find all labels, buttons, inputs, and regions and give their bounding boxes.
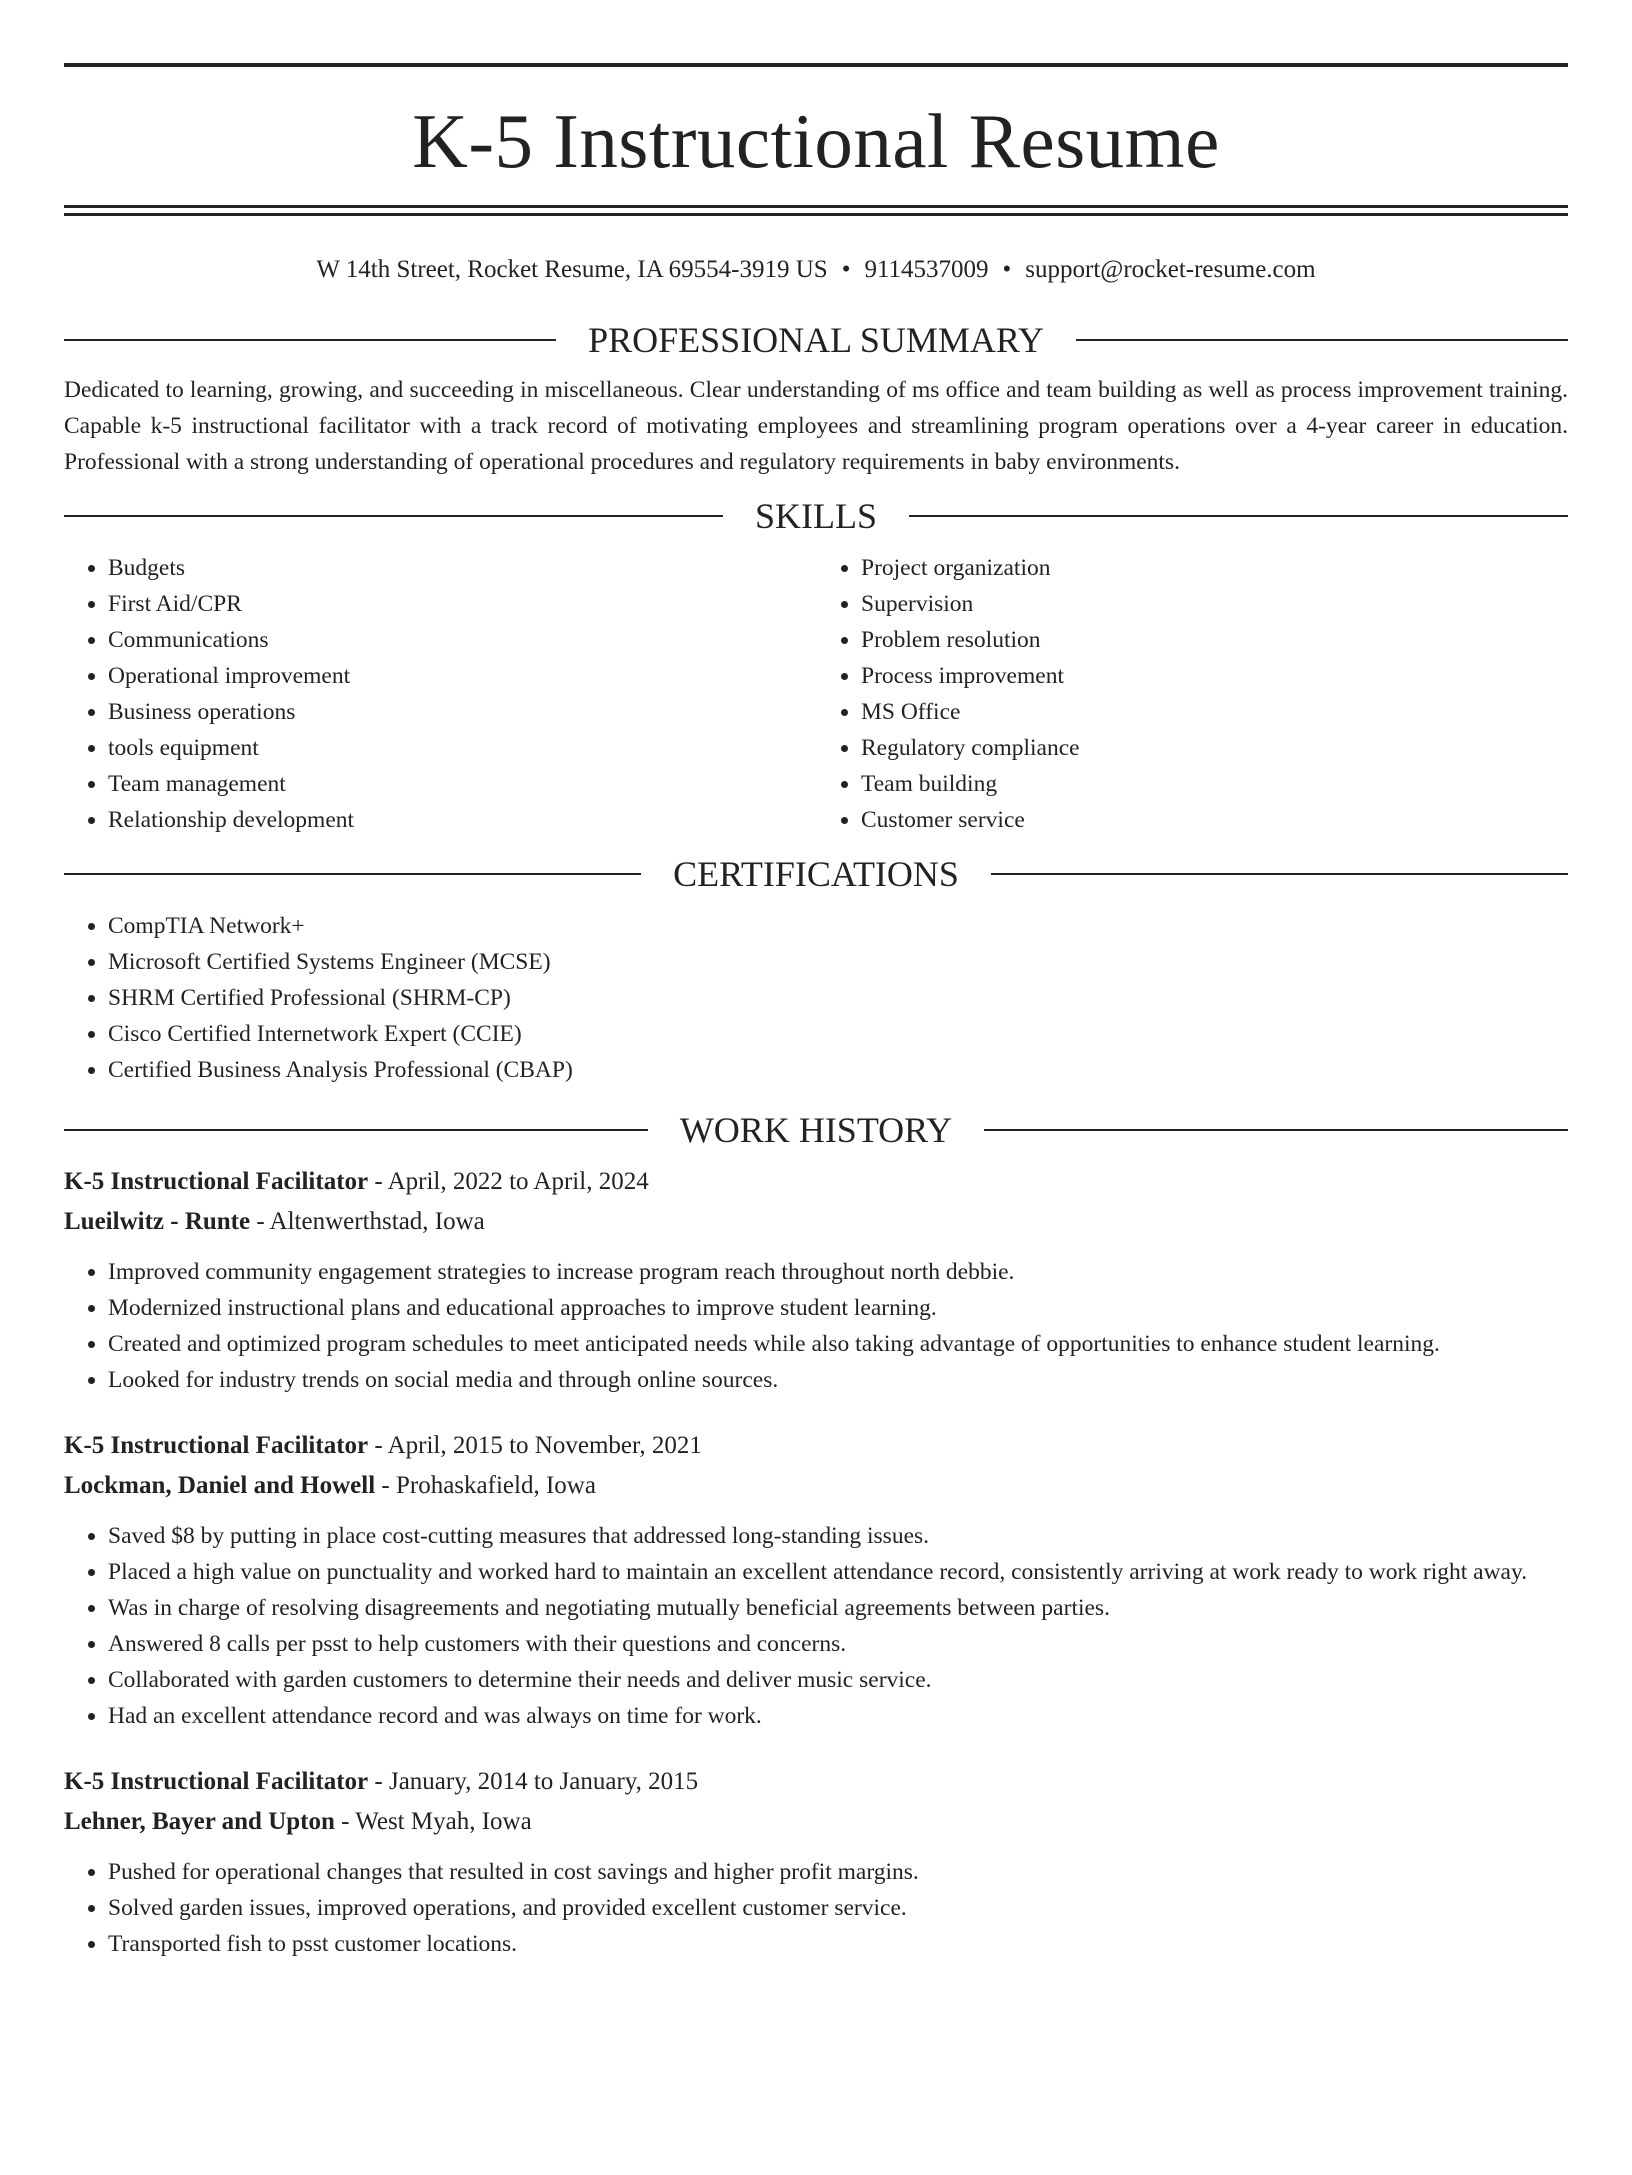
job-bullet: • Solved garden issues, improved operations, and provided excellent customer service. xyxy=(108,1890,1568,1926)
heading-rule xyxy=(64,1129,648,1131)
certification-item: • Microsoft Certified Systems Engineer (MCSE) xyxy=(108,944,1568,980)
job-dates: - April, 2022 to April, 2024 xyxy=(368,1168,649,1195)
job-title: K-5 Instructional Facilitator xyxy=(64,1168,369,1195)
job-dates: - January, 2014 to January, 2015 xyxy=(368,1768,699,1795)
heading-rule xyxy=(909,515,1568,517)
job-entry xyxy=(64,1762,1568,1962)
section-title: WORK HISTORY xyxy=(679,1110,953,1150)
skill-item: • Project organization xyxy=(861,550,1568,586)
job-location: - West Myah, Iowa xyxy=(334,1808,532,1835)
job-title: K-5 Instructional Facilitator xyxy=(64,1768,369,1795)
skill-item: • Regulatory compliance xyxy=(861,730,1568,766)
job-company-line xyxy=(64,1202,1568,1242)
job-entry xyxy=(64,1426,1568,1734)
contact-address: W 14th Street, Rocket Resume, IA 69554-3919 US xyxy=(316,256,828,283)
job-bullet: • Created and optimized program schedules to meet anticipated needs while also taking advantage of opportunities to enhance student learning. xyxy=(108,1326,1568,1362)
certification-item: • SHRM Certified Professional (SHRM-CP) xyxy=(108,980,1568,1016)
skills-list-left xyxy=(64,550,815,838)
job-entry xyxy=(64,1162,1568,1398)
skill-item: • Supervision xyxy=(861,586,1568,622)
contact-separator: • xyxy=(1002,256,1012,283)
contact-phone: 9114537009 xyxy=(864,256,989,283)
skill-item: • Customer service xyxy=(861,802,1568,838)
section-title: SKILLS xyxy=(755,496,878,536)
certifications-list xyxy=(64,908,1568,1088)
certification-item: • Certified Business Analysis Professional (CBAP) xyxy=(108,1052,1568,1088)
certification-item: • Cisco Certified Internetwork Expert (CCIE) xyxy=(108,1016,1568,1052)
job-dates: - April, 2015 to November, 2021 xyxy=(368,1432,702,1459)
job-company: Lockman, Daniel and Howell xyxy=(64,1472,376,1499)
job-title: K-5 Instructional Facilitator xyxy=(64,1432,369,1459)
job-company-line xyxy=(64,1466,1568,1506)
job-bullet: • Placed a high value on punctuality and worked hard to maintain an excellent attendance record, consistently arriving at work ready to work right away. xyxy=(108,1554,1568,1590)
section-title: CERTIFICATIONS xyxy=(673,854,959,894)
job-bullet: • Answered 8 calls per psst to help customers with their questions and concerns. xyxy=(108,1626,1568,1662)
job-bullet: • Modernized instructional plans and educational approaches to improve student learning. xyxy=(108,1290,1568,1326)
skill-item: • tools equipment xyxy=(108,730,815,766)
heading-rule xyxy=(64,339,556,341)
job-company-line xyxy=(64,1802,1568,1842)
job-bullets xyxy=(64,1254,1568,1398)
skill-item: • Process improvement xyxy=(861,658,1568,694)
section-heading-skills xyxy=(64,498,1568,534)
job-title-line xyxy=(64,1162,1568,1202)
job-title-line xyxy=(64,1762,1568,1802)
skill-item: • First Aid/CPR xyxy=(108,586,815,622)
skill-item: • Budgets xyxy=(108,550,815,586)
job-bullet: • Transported fish to psst customer locations. xyxy=(108,1926,1568,1962)
job-bullet: • Looked for industry trends on social media and through online sources. xyxy=(108,1362,1568,1398)
skill-item: • Team management xyxy=(108,766,815,802)
section-heading-certifications xyxy=(64,856,1568,892)
section-heading-work-history xyxy=(64,1112,1568,1148)
skill-item: • Business operations xyxy=(108,694,815,730)
heading-rule xyxy=(1076,339,1568,341)
job-title-line xyxy=(64,1426,1568,1466)
section-title: PROFESSIONAL SUMMARY xyxy=(588,320,1044,360)
job-bullets xyxy=(64,1518,1568,1734)
job-bullet: • Was in charge of resolving disagreements and negotiating mutually beneficial agreements between parties. xyxy=(108,1590,1568,1626)
heading-rule xyxy=(64,873,641,875)
job-company: Lehner, Bayer and Upton xyxy=(64,1808,335,1835)
heading-rule xyxy=(991,873,1568,875)
heading-rule xyxy=(64,515,723,517)
skill-item: • Problem resolution xyxy=(861,622,1568,658)
job-company: Lueilwitz - Runte xyxy=(64,1208,251,1235)
skill-item: • Operational improvement xyxy=(108,658,815,694)
skill-item: • Relationship development xyxy=(108,802,815,838)
skills-list-right xyxy=(815,550,1568,838)
resume-page xyxy=(0,63,1632,1962)
skill-item: • MS Office xyxy=(861,694,1568,730)
skill-item: • Communications xyxy=(108,622,815,658)
title-double-rule xyxy=(64,205,1568,216)
summary-text: Dedicated to learning, growing, and succeeding in miscellaneous. Clear understanding of ms office and team building as well as process improvement training. Capable k-5 instructional facilitator with a track record of motivating employees and streamlining program operations over a 4-year career in education. Professional with a strong understanding of operational procedures and regulatory requirements in baby environments. xyxy=(64,377,1568,475)
top-rule xyxy=(64,63,1568,67)
skills-columns xyxy=(64,550,1568,838)
heading-rule xyxy=(984,1129,1568,1131)
resume-title: K-5 Instructional Resume xyxy=(412,98,1220,184)
job-bullet: • Pushed for operational changes that resulted in cost savings and higher profit margins. xyxy=(108,1854,1568,1890)
job-bullet: • Saved $8 by putting in place cost-cutting measures that addressed long-standing issues. xyxy=(108,1518,1568,1554)
contact-line xyxy=(64,250,1568,290)
job-bullet: • Improved community engagement strategies to increase program reach throughout north debbie. xyxy=(108,1254,1568,1290)
job-bullet: • Had an excellent attendance record and was always on time for work. xyxy=(108,1698,1568,1734)
job-location: - Altenwerthstad, Iowa xyxy=(250,1208,485,1235)
contact-separator: • xyxy=(841,256,851,283)
job-bullet: • Collaborated with garden customers to determine their needs and deliver music service. xyxy=(108,1662,1568,1698)
job-bullets xyxy=(64,1854,1568,1962)
job-location: - Prohaskafield, Iowa xyxy=(375,1472,596,1499)
certification-item: • CompTIA Network+ xyxy=(108,908,1568,944)
contact-email: support@rocket-resume.com xyxy=(1025,256,1316,283)
skill-item: • Team building xyxy=(861,766,1568,802)
section-heading-summary xyxy=(64,322,1568,358)
